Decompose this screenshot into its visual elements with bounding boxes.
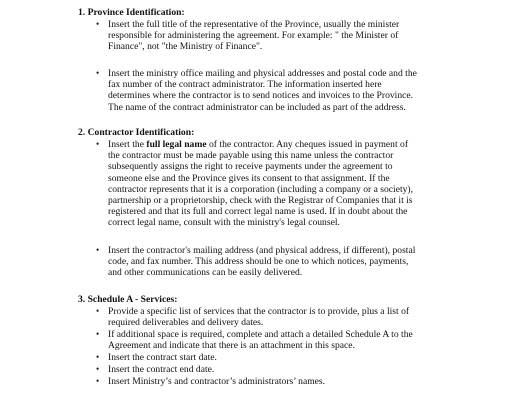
item-line: Finance", not "the Ministry of Finance". [108, 41, 263, 53]
bullet-icon: • [96, 376, 100, 386]
bullet-icon: • [96, 306, 100, 316]
item-line: subsequently assigns the right to receive payments under the agreement to [108, 161, 393, 173]
item-line: correct legal name, consult with the ministry's legal counsel. [108, 217, 340, 229]
item-line: The name of the contract administrator can be included as part of the address. [108, 101, 406, 113]
list-item [108, 352, 446, 363]
item-line: Insert the ministry office mailing and physical addresses and postal code and the [108, 68, 417, 79]
item-line: Provide a specific list of services that the contractor is to provide, plus a list of [108, 306, 410, 317]
list-item [108, 68, 446, 113]
item-line: Insert the contractor's mailing address (and physical address, if different), postal [108, 245, 416, 256]
bullet-icon: • [96, 245, 100, 255]
item-text-suffix: of the contractor. Any cheques issued in payment of [206, 139, 409, 150]
item-text-prefix: Insert the [108, 139, 147, 150]
list-item [108, 364, 446, 375]
item-first-line [108, 139, 446, 150]
bullet-icon: • [96, 139, 100, 149]
item-line: If additional space is required, complete and attach a detailed Schedule A to the [108, 329, 413, 340]
section-heading: 2. Contractor Identification: [78, 127, 195, 138]
item-line: contractor represents that it is a corporation (including a company or a society), [108, 183, 414, 195]
bullet-icon: • [96, 364, 100, 374]
item-line: and other communications can be easily delivered. [108, 267, 303, 279]
bullet-icon: • [96, 19, 100, 29]
item-line: code, and fax number. This address should be one to which notices, payments, [108, 256, 409, 268]
list-item [108, 306, 446, 328]
item-line: the contractor must be made payable using this name unless the contractor [108, 150, 394, 162]
bullet-icon: • [96, 352, 100, 362]
list-item [108, 329, 446, 351]
bullet-icon: • [96, 329, 100, 339]
item-line: Insert the contract start date. [108, 352, 217, 363]
section-heading: 1. Province Identification: [78, 7, 185, 18]
item-line: someone else and the Province gives its consent to that assignment. If the [108, 172, 390, 184]
item-line: Insert the full title of the representative of the Province, usually the minister [108, 19, 400, 30]
list-item [108, 139, 446, 229]
section-heading: 3. Schedule A - Services: [78, 294, 178, 305]
list-item [108, 19, 446, 53]
item-line: Agreement and indicate that there is an attachment in this space. [108, 340, 355, 352]
list-item [108, 245, 446, 279]
item-line: fax number of the contract administrator. The information inserted here [108, 79, 382, 91]
item-text-bold: full legal name [146, 139, 207, 150]
bullet-icon: • [96, 68, 100, 78]
item-line: Insert Ministry’s and contractor’s administrators’ names. [108, 376, 326, 387]
item-line: Insert the contract end date. [108, 364, 215, 375]
item-line: required deliverables and delivery dates. [108, 317, 264, 329]
item-line: determines where the contractor is to send notices and invoices to the Province. [108, 90, 414, 102]
list-item [108, 376, 446, 387]
item-line: responsible for administering the agreement. For example: " the Minister of [108, 30, 399, 42]
item-line: registered and that its full and correct legal name is used. If in doubt about the [108, 206, 408, 218]
item-line: partnership or a proprietorship, check with the Registrar of Companies that it is [108, 194, 413, 206]
